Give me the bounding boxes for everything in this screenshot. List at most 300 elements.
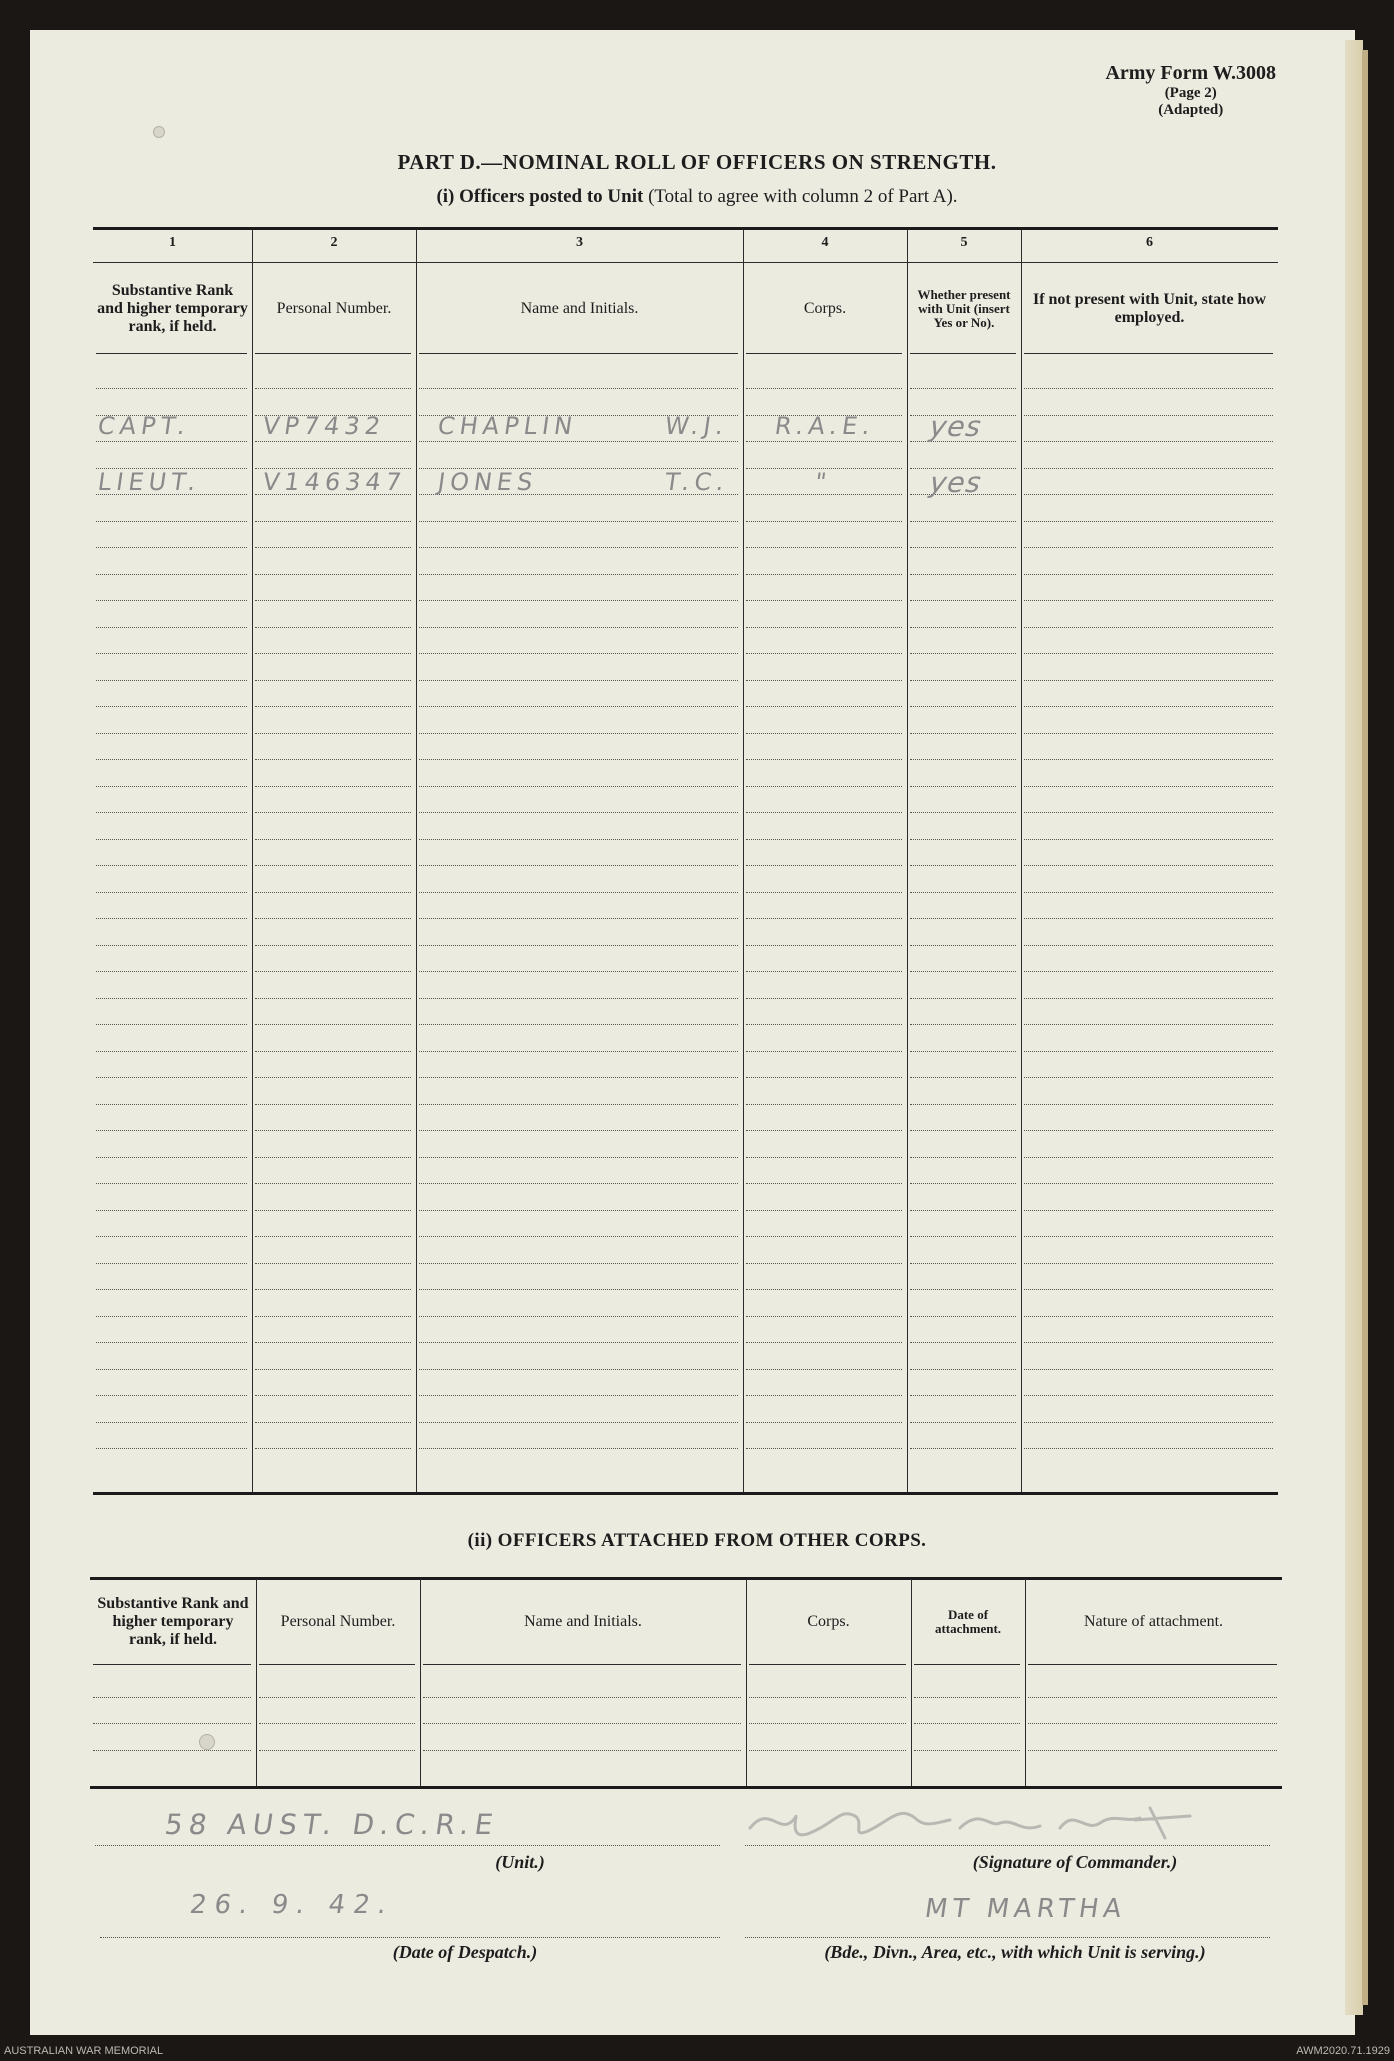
table2-row-line [1028,1723,1277,1724]
table-row-line [255,918,411,919]
table2-row-line [1028,1750,1277,1751]
table-row-line [419,1395,738,1396]
table-row-line [96,627,247,628]
table-row-line [910,574,1016,575]
table-row-line [1024,945,1273,946]
table-row-line [419,627,738,628]
table-row-line [1024,1183,1273,1184]
table-row-line [255,1210,411,1211]
date-line [100,1937,720,1938]
number-row-rule [93,262,1278,263]
table-row-line [255,945,411,946]
table-row-line [255,839,411,840]
column-number-2: 2 [330,235,338,250]
table2-column-divider [1025,1579,1026,1786]
table-row-line [96,706,247,707]
table-row-line [419,547,738,548]
table2-row-line [423,1723,741,1724]
table-row-line [255,1104,411,1105]
table-row-line [746,1157,902,1158]
table-row-line [419,865,738,866]
table-row-line [255,733,411,734]
table-row-line [419,1024,738,1025]
table-row-line [1024,441,1273,442]
table-row-line [1024,627,1273,628]
punch-hole-bottom [199,1734,215,1750]
table-row-line [1024,865,1273,866]
table-row-line [419,1422,738,1423]
table-row-line [96,1342,247,1343]
table-row-line [255,812,411,813]
table-row-line [910,547,1016,548]
table-row-line [746,600,902,601]
table2-row-line [423,1750,741,1751]
table-row-line [96,812,247,813]
table2-header-underline [93,1664,251,1665]
table2-header-underline [1028,1664,1277,1665]
table-row-line [96,653,247,654]
table-row-line [1024,1316,1273,1317]
table2-column-header-5: Date of attachment. [934,1607,1002,1636]
table-row-line [96,1289,247,1290]
table-row-line [255,1024,411,1025]
header-underline [746,353,902,354]
table-row-line [96,1104,247,1105]
table-row-line [255,998,411,999]
table2-column-header-6: Nature of attachment. [1083,1613,1224,1630]
table-row-line [255,680,411,681]
table2-column-divider [911,1579,912,1786]
table2-row-line [914,1697,1020,1698]
table-row-line [255,1448,411,1449]
header-underline [1024,353,1273,354]
part-d-subtitle-rest: (Total to agree with column 2 of Part A). [643,186,958,207]
column-divider [252,229,253,1492]
column-divider [416,229,417,1492]
column-header-4: Corps. [803,299,847,317]
table-row-line [255,1236,411,1237]
table2-column-header-4: Corps. [807,1613,850,1630]
table-row-line [910,1236,1016,1237]
table-row-line [255,521,411,522]
table-row-line [96,441,247,442]
table-row-line [910,733,1016,734]
table-row-line [255,1077,411,1078]
table-row-line [419,1104,738,1105]
table-row-line [419,945,738,946]
table2-header-underline [423,1664,741,1665]
table2-column-header-3: Name and Initials. [524,1613,642,1630]
date-value[interactable]: 26. 9. 42. [187,1890,397,1920]
table-row-line [910,653,1016,654]
table-row-line [255,1422,411,1423]
table-row-line [255,706,411,707]
table-row-line [1024,653,1273,654]
table2-row-line [749,1750,906,1751]
part-d-subtitle [0,186,1394,208]
table-row-line [96,759,247,760]
table-row-line [419,1289,738,1290]
table-row-line [1024,1422,1273,1423]
table-row-line [746,918,902,919]
table-row-line [96,1051,247,1052]
form-number: Army Form W.3008 [1105,62,1276,84]
table-row-line [746,441,902,442]
table-row-line [1024,1157,1273,1158]
table-row-line [419,1236,738,1237]
column-number-4: 4 [821,235,829,250]
table-row-line [255,865,411,866]
table-row-line [255,786,411,787]
table-row-line [910,627,1016,628]
table-row-line [910,1104,1016,1105]
table-row-line [419,388,738,389]
table2-row-line [93,1723,251,1724]
table-row-line [419,441,738,442]
table-row-line [96,547,247,548]
table-row-line [1024,1263,1273,1264]
table-row-line [910,600,1016,601]
table-row-line [419,759,738,760]
table-row-line [910,759,1016,760]
table-row-line [96,1263,247,1264]
table-row-line [96,521,247,522]
table-row-line [1024,388,1273,389]
table-row-line [419,521,738,522]
table-row-line [746,786,902,787]
column-header-6: If not present with Unit, state how employed. [1032,290,1267,326]
table-row-line [255,653,411,654]
table-row-line [746,998,902,999]
table-row-line [419,574,738,575]
table-row-line [255,600,411,601]
table-row-line [910,812,1016,813]
table-row-line [419,998,738,999]
table-row-line [255,1369,411,1370]
table-row-line [746,1289,902,1290]
table-row-line [1024,521,1273,522]
area-value[interactable]: MT MARTHA [922,1894,1129,1924]
table2-row-line [914,1750,1020,1751]
table2-top-rule [90,1577,1282,1580]
cell-present[interactable]: yes [927,466,984,499]
table-row-line [419,706,738,707]
table-row-line [419,839,738,840]
table-row-line [746,1051,902,1052]
table-row-line [255,759,411,760]
table-row-line [910,521,1016,522]
area-label: (Bde., Divn., Area, etc., with which Unit is serving.) [824,1942,1206,1962]
table2-header-underline [259,1664,415,1665]
table-row-line [1024,1289,1273,1290]
table-row-line [746,1210,902,1211]
table-row-line [910,1263,1016,1264]
table-row-line [255,1130,411,1131]
table-top-rule [93,227,1278,230]
table-row-line [419,1183,738,1184]
table-row-line [1024,574,1273,575]
table-row-line [910,839,1016,840]
table-row-line [419,1369,738,1370]
table-row-line [96,388,247,389]
table-row-line [96,1369,247,1370]
header-underline [255,353,411,354]
table-row-line [910,1369,1016,1370]
table-row-line [1024,1236,1273,1237]
table-row-line [746,865,902,866]
column-header-1: Substantive Rank and higher temporary rank, if held. [97,281,248,335]
table-row-line [746,1316,902,1317]
table2-row-line [259,1750,415,1751]
table-row-line [910,388,1016,389]
column-number-1: 1 [169,235,176,250]
table-row-line [1024,1342,1273,1343]
table-row-line [910,1024,1016,1025]
table-row-line [419,1210,738,1211]
table-row-line [96,1024,247,1025]
table-row-line [255,1051,411,1052]
table2-row-line [259,1697,415,1698]
table-row-line [746,653,902,654]
table-row-line [96,1395,247,1396]
header-underline [96,353,247,354]
table-row-line [96,574,247,575]
part-d-subtitle-bold: (i) Officers posted to Unit [436,186,644,207]
table-row-line [1024,1104,1273,1105]
unit-value[interactable]: 58 AUST. D.C.R.E [162,1808,501,1841]
table-row-line [1024,733,1273,734]
table-row-line [419,1448,738,1449]
table-row-line [746,759,902,760]
table-row-line [1024,1210,1273,1211]
table-row-line [419,812,738,813]
table-row-line [910,998,1016,999]
cell-personal-number[interactable]: VP7432 [261,412,387,440]
cell-initials[interactable]: T.C. [663,468,731,496]
header-underline [910,353,1016,354]
table-row-line [1024,1395,1273,1396]
table2-row-line [423,1697,741,1698]
table-row-line [746,1183,902,1184]
table-row-line [1024,415,1273,416]
table-row-line [96,865,247,866]
part-d-title: PART D.—NOMINAL ROLL OF OFFICERS ON STRENGTH. [397,150,997,174]
table-row-line [96,971,247,972]
table-row-line [746,1448,902,1449]
cell-rank[interactable]: LIEUT. [96,468,203,496]
table-row-line [419,680,738,681]
table-row-line [1024,1369,1273,1370]
table-row-line [96,945,247,946]
table-row-line [96,1316,247,1317]
table-row-line [255,1289,411,1290]
table-row-line [910,971,1016,972]
table2-header-underline [914,1664,1020,1665]
commander-signature [740,1798,1210,1848]
table-row-line [1024,1024,1273,1025]
table-row-line [910,1342,1016,1343]
cell-corps[interactable]: " [813,468,834,496]
table2-column-header-1: Substantive Rank and higher temporary rank, if held. [97,1595,249,1648]
table-row-line [746,812,902,813]
table-row-line [96,733,247,734]
table-row-line [255,574,411,575]
table-row-line [255,441,411,442]
table-row-line [1024,839,1273,840]
table-row-line [746,1104,902,1105]
form-adapted: (Adapted) [1158,102,1224,118]
table-row-line [255,627,411,628]
column-number-3: 3 [576,235,583,250]
table-row-line [96,918,247,919]
column-header-2: Personal Number. [276,299,392,317]
watermark-right: AWM2020.71.1929 [1296,2045,1390,2057]
form-page: (Page 2) [1164,85,1217,101]
table2-row-line [93,1750,251,1751]
table-row-line [746,892,902,893]
cell-initials[interactable]: W.J. [663,412,731,440]
table-row-line [910,1395,1016,1396]
table-row-line [746,1342,902,1343]
table-row-line [1024,1448,1273,1449]
cell-rank[interactable]: CAPT. [96,412,193,440]
table-row-line [746,1077,902,1078]
table-row-line [419,1263,738,1264]
table-row-line [1024,918,1273,919]
table-row-line [419,786,738,787]
table-row-line [1024,547,1273,548]
part-ii-title: (ii) OFFICERS ATTACHED FROM OTHER CORPS. [467,1530,927,1551]
table2-header-underline [749,1664,906,1665]
cell-name[interactable]: CHAPLIN [436,412,580,440]
table-row-line [1024,812,1273,813]
column-divider [907,229,908,1492]
table-row-line [96,1077,247,1078]
table2-row-line [1028,1697,1277,1698]
table-row-line [746,1263,902,1264]
table-row-line [910,1422,1016,1423]
table-row-line [910,1448,1016,1449]
table-row-line [746,945,902,946]
column-number-6: 6 [1146,235,1153,250]
table-row-line [910,1157,1016,1158]
column-header-3: Name and Initials. [520,299,639,317]
watermark-left: AUSTRALIAN WAR MEMORIAL [4,2045,164,2057]
cell-name[interactable]: JONES [436,468,540,496]
date-label: (Date of Despatch.) [392,1942,538,1962]
punch-hole-top [153,126,165,138]
signature-line [745,1845,1270,1846]
table-row-line [255,1263,411,1264]
table-row-line [255,892,411,893]
table-row-line [96,839,247,840]
form-number-block [1105,62,1276,119]
table-row-line [96,786,247,787]
table-row-line [746,547,902,548]
table-row-line [419,1130,738,1131]
table-row-line [746,680,902,681]
table-row-line [910,1289,1016,1290]
table-row-line [96,1448,247,1449]
table-row-line [255,547,411,548]
table-row-line [419,653,738,654]
table-row-line [746,971,902,972]
unit-label: (Unit.) [495,1852,545,1872]
table-row-line [910,918,1016,919]
column-header-5: Whether present with Unit (insert Yes or No). [917,286,1011,330]
table-row-line [255,971,411,972]
table-row-line [419,892,738,893]
table-row-line [255,1316,411,1317]
table-row-line [1024,468,1273,469]
table-row-line [910,892,1016,893]
table-row-line [96,1422,247,1423]
table-row-line [1024,680,1273,681]
area-line [745,1937,1270,1938]
table2-column-header-2: Personal Number. [280,1613,396,1630]
table-row-line [419,1316,738,1317]
table-row-line [746,1369,902,1370]
cell-corps[interactable]: R.A.E. [773,412,877,440]
table-row-line [910,1077,1016,1078]
cell-personal-number[interactable]: V146347 [261,468,409,496]
column-divider [1021,229,1022,1492]
table-row-line [910,1316,1016,1317]
table-row-line [910,786,1016,787]
column-number-5: 5 [960,235,968,250]
table2-row-line [749,1723,906,1724]
table-row-line [419,600,738,601]
table-row-line [746,1395,902,1396]
table2-column-divider [746,1579,747,1786]
table-row-line [910,1210,1016,1211]
table-row-line [419,1077,738,1078]
unit-line [95,1845,720,1846]
table-row-line [419,918,738,919]
table-row-line [746,839,902,840]
table-row-line [746,388,902,389]
table-row-line [746,627,902,628]
table-row-line [910,865,1016,866]
table-row-line [96,998,247,999]
table-row-line [746,521,902,522]
table2-row-line [259,1723,415,1724]
table2-row-line [914,1723,1020,1724]
table-row-line [419,971,738,972]
header-underline [419,353,738,354]
table-row-line [1024,1051,1273,1052]
table-row-line [1024,892,1273,893]
signature-label: (Signature of Commander.) [972,1852,1178,1872]
paper-edge [1345,40,1363,2015]
table-row-line [419,733,738,734]
table-row-line [910,945,1016,946]
table-row-line [96,1236,247,1237]
table-row-line [96,1183,247,1184]
table-row-line [1024,998,1273,999]
table2-row-line [749,1697,906,1698]
table-row-line [1024,759,1273,760]
paper-edge-shadow [1362,50,1368,2005]
table-row-line [1024,706,1273,707]
table-row-line [746,574,902,575]
table-bottom-rule [93,1492,1278,1495]
table-row-line [96,1210,247,1211]
table-row-line [255,1183,411,1184]
cell-present[interactable]: yes [927,410,984,443]
table-row-line [910,1051,1016,1052]
table-row-line [1024,494,1273,495]
